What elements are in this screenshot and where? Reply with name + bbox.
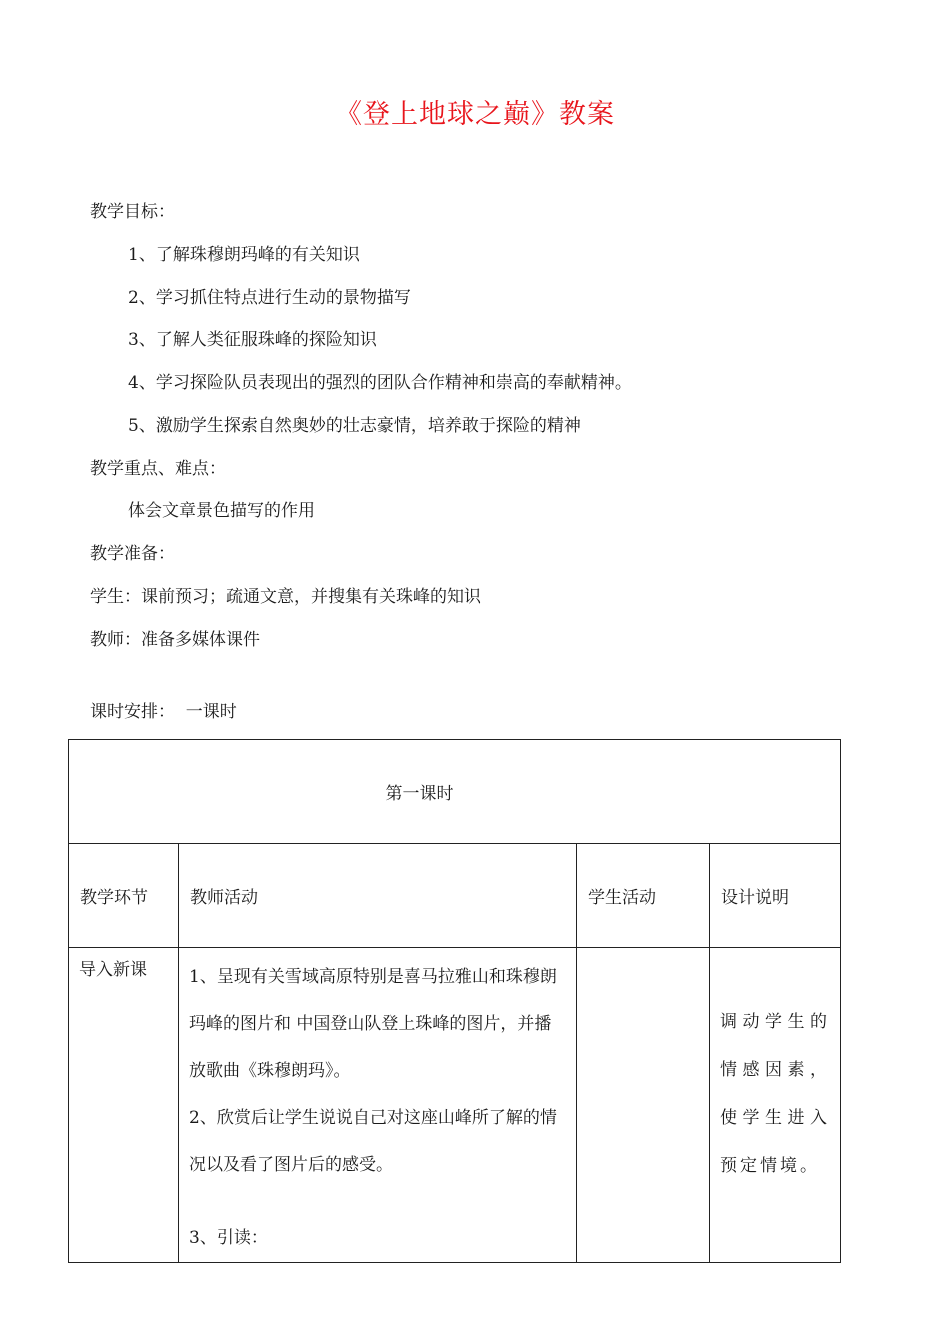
design-notes-text: 调动学生的情感因素，使学生进入预定情境。 — [720, 1012, 830, 1176]
header-design-notes: 设计说明 — [710, 844, 841, 948]
objectives-heading: 教学目标： — [90, 202, 175, 222]
design-notes-cell — [710, 948, 841, 1263]
table-header-row — [69, 844, 841, 948]
objective-item: 5、激励学生探索自然奥妙的壮志豪情，培养敢于探险的精神 — [128, 416, 581, 436]
objective-item: 2、学习抓住特点进行生动的景物描写 — [128, 288, 411, 308]
teacher-step: 1、呈现有关雪域高原特别是喜马拉雅山和珠穆朗玛峰的图片和 中国登山队登上珠峰的图片，并播放歌曲《珠穆朗玛》。 — [189, 967, 557, 1081]
preparation-heading: 教学准备： — [90, 544, 175, 564]
table-caption: 第一课时 — [385, 784, 454, 804]
teacher-step: 3、引读： — [189, 1228, 268, 1248]
objective-item: 3、了解人类征服珠峰的探险知识 — [128, 330, 377, 350]
objective-item: 4、学习探险队员表现出的强烈的团队合作精神和崇高的奉献精神。 — [128, 373, 632, 393]
preparation-teacher: 教师：准备多媒体课件 — [90, 630, 260, 650]
header-stage: 教学环节 — [69, 844, 179, 948]
page-title: 《登上地球之巅》教案 — [335, 99, 615, 130]
schedule-text: 课时安排： 一课时 — [90, 702, 237, 722]
table-row — [69, 948, 841, 1263]
header-teacher-activity: 教师活动 — [179, 844, 577, 948]
lesson-plan-table — [68, 739, 841, 1263]
table-caption-row — [69, 740, 841, 844]
objective-item: 1、了解珠穆朗玛峰的有关知识 — [128, 245, 360, 265]
key-points-text: 体会文章景色描写的作用 — [128, 501, 315, 521]
teacher-activity-cell — [179, 948, 577, 1263]
key-points-heading: 教学重点、难点： — [90, 459, 226, 479]
student-activity-cell — [577, 948, 710, 1263]
preparation-students: 学生：课前预习；疏通文意，并搜集有关珠峰的知识 — [90, 587, 481, 607]
teacher-step: 2、欣赏后让学生说说自己对这座山峰所了解的情况以及看了图片后的感受。 — [189, 1108, 557, 1175]
header-student-activity: 学生活动 — [577, 844, 710, 948]
stage-cell: 导入新课 — [69, 948, 179, 1263]
table-caption-cell — [69, 740, 841, 844]
